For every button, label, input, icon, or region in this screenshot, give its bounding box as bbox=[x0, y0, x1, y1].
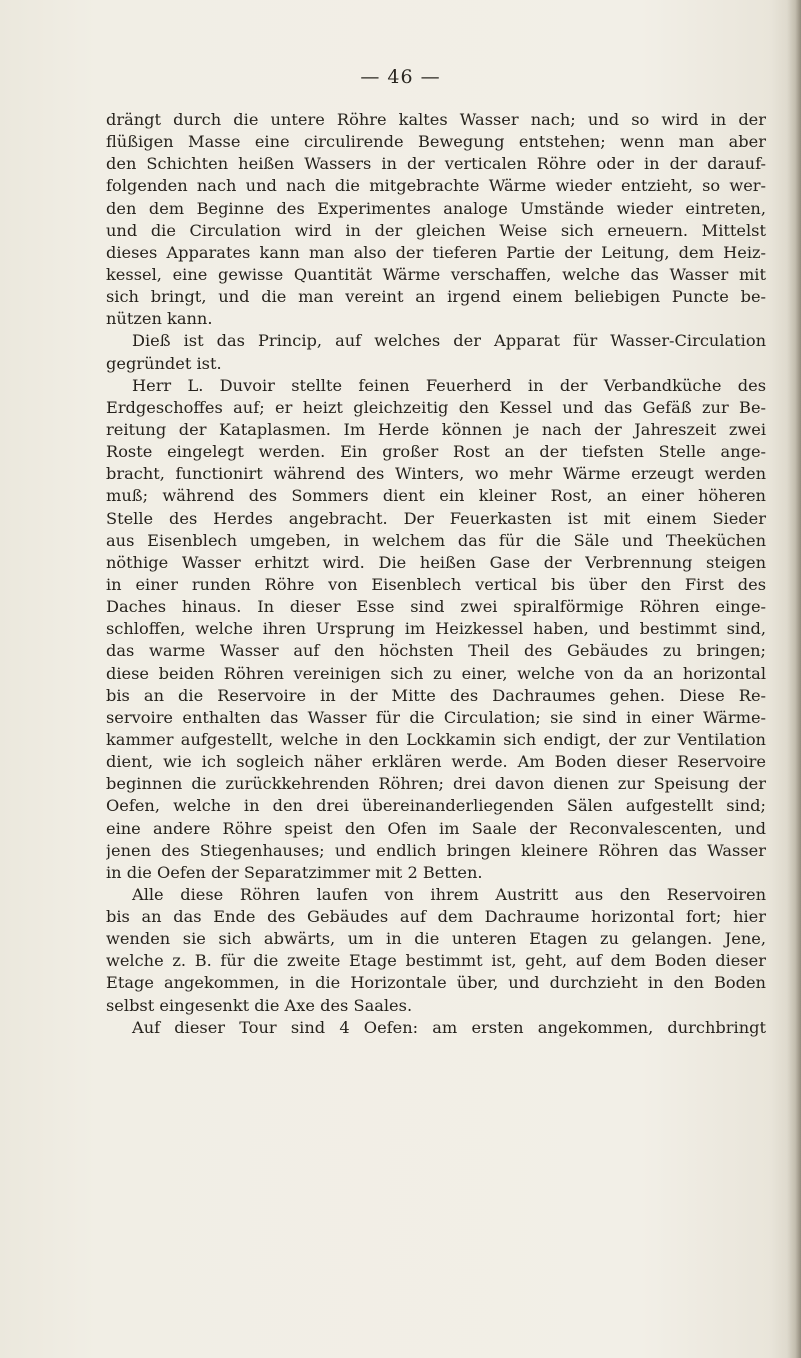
text-line: nöthige Wasser erhitzt wird. Die heißen Gase der Verbrennung steigen bbox=[106, 552, 766, 572]
text-line: eine andere Röhre speist den Ofen im Saale der Reconvalescenten, und bbox=[106, 818, 766, 838]
text-line: schloffen, welche ihren Ursprung im Heizkessel haben, und bestimmt sind, bbox=[106, 619, 766, 639]
text-line: bis an die Reservoire in der Mitte des Dachraumes gehen. Diese Re- bbox=[106, 685, 766, 705]
text-line: bis an das Ende des Gebäudes auf dem Dachraume horizontal fort; hier bbox=[106, 907, 766, 927]
text-line: Daches hinaus. In dieser Esse sind zwei spiralförmige Röhren einge- bbox=[106, 597, 766, 617]
text-line: jenen des Stiegenhauses; und endlich bringen kleinere Röhren das Wasser bbox=[106, 840, 766, 860]
text-line: nützen kann. bbox=[106, 309, 213, 329]
text-line: Etage angekommen, in die Horizontale über, und durchzieht in den Boden bbox=[106, 973, 766, 993]
text-line: kammer aufgestellt, welche in den Lockkamin sich endigt, der zur Ventilation bbox=[106, 729, 766, 749]
body-text bbox=[106, 109, 766, 1039]
page-edge-shadow bbox=[787, 0, 801, 1358]
text-line: wenden sie sich abwärts, um in die unteren Etagen zu gelangen. Jene, bbox=[106, 929, 766, 949]
text-line: den dem Beginne des Experimentes analoge Umstände wieder eintreten, bbox=[106, 198, 766, 218]
text-line: und die Circulation wird in der gleichen Weise sich erneuern. Mittelst bbox=[106, 220, 766, 240]
text-line: beginnen die zurückkehrenden Röhren; drei davon dienen zur Speisung der bbox=[106, 774, 766, 794]
text-line: Oefen, welche in den drei übereinanderliegenden Sälen aufgestellt sind; bbox=[106, 796, 766, 816]
text-line: dieses Apparates kann man also der tieferen Partie der Leitung, dem Heiz- bbox=[106, 242, 766, 262]
text-line: Alle diese Röhren laufen von ihrem Austritt aus den Reservoiren bbox=[132, 884, 766, 904]
text-line: selbst eingesenkt die Axe des Saales. bbox=[106, 995, 413, 1015]
text-line: bracht, functionirt während des Winters, wo mehr Wärme erzeugt werden bbox=[106, 464, 766, 484]
text-line: Stelle des Herdes angebracht. Der Feuerkasten ist mit einem Sieder bbox=[106, 508, 766, 528]
text-line: aus Eisenblech umgeben, in welchem das für die Säle und Theeküchen bbox=[106, 530, 766, 550]
text-line: dient, wie ich sogleich näher erklären werde. Am Boden dieser Reservoire bbox=[106, 752, 766, 772]
text-line: Herr L. Duvoir stellte feinen Feuerherd in der Verbandküche des bbox=[132, 375, 766, 395]
text-line: Erdgeschoffes auf; er heizt gleichzeitig den Kessel und das Gefäß zur Be- bbox=[106, 397, 766, 417]
text-line: in einer runden Röhre von Eisenblech vertical bis über den First des bbox=[106, 574, 766, 594]
text-line: servoire enthalten das Wasser für die Circulation; sie sind in einer Wärme- bbox=[106, 707, 766, 727]
text-line: flüßigen Masse eine circulirende Bewegung entstehen; wenn man aber bbox=[106, 132, 766, 152]
text-line: Dieß ist das Princip, auf welches der Apparat für Wasser-Circulation bbox=[132, 331, 766, 351]
text-line: reitung der Kataplasmen. Im Herde können je nach der Jahreszeit zwei bbox=[106, 419, 766, 439]
text-line: folgenden nach und nach die mitgebrachte Wärme wieder entzieht, so wer- bbox=[106, 176, 766, 196]
text-line: kessel, eine gewisse Quantität Wärme verschaffen, welche das Wasser mit bbox=[106, 264, 766, 284]
text-line: drängt durch die untere Röhre kaltes Wasser nach; und so wird in der bbox=[106, 110, 766, 129]
page-number: — 46 — bbox=[360, 66, 441, 88]
text-line: den Schichten heißen Wassers in der verticalen Röhre oder in der darauf- bbox=[106, 154, 766, 174]
text-line: Roste eingelegt werden. Ein großer Rost an der tiefsten Stelle ange- bbox=[106, 442, 766, 462]
text-line: gegründet ist. bbox=[106, 353, 222, 373]
text-line: das warme Wasser auf den höchsten Theil des Gebäudes zu bringen; bbox=[106, 641, 766, 661]
text-line: muß; während des Sommers dient ein kleiner Rost, an einer höheren bbox=[106, 486, 766, 506]
text-line: Auf dieser Tour sind 4 Oefen: am ersten angekommen, durchbringt bbox=[132, 1017, 766, 1037]
text-line: diese beiden Röhren vereinigen sich zu einer, welche von da an horizontal bbox=[106, 663, 766, 683]
text-line: in die Oefen der Separatzimmer mit 2 Betten. bbox=[106, 862, 483, 882]
text-line: welche z. B. für die zweite Etage bestimmt ist, geht, auf dem Boden dieser bbox=[106, 951, 766, 971]
text-line: sich bringt, und die man vereint an irgend einem beliebigen Puncte be- bbox=[106, 287, 766, 307]
